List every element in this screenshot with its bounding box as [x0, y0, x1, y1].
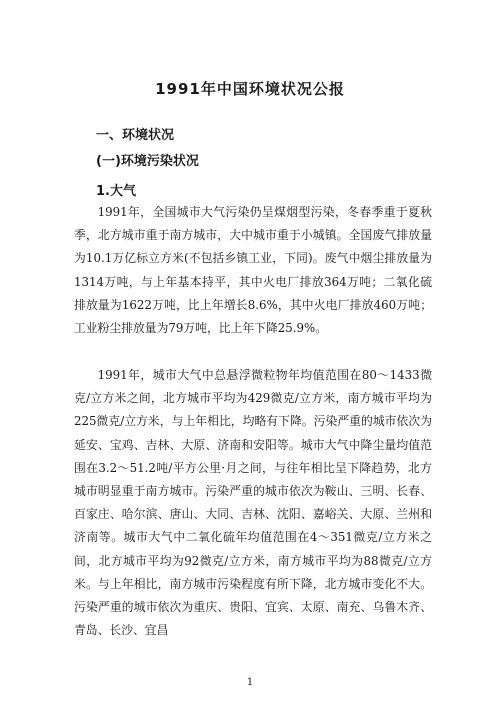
page-number: 1 — [246, 677, 254, 688]
topic-heading: 1.大气 — [96, 184, 136, 199]
document-title: 1991年中国环境状况公报 — [155, 80, 345, 98]
paragraph: 1991年，城市大气中总悬浮微粒物年均值范围在80～1433微克/立方米之间，北方城市平均为429微克/立方米，南方城市平均为225微克/立方米，与上年相比，均略有下降。污染严重的城市依次为延安、宝鸡、吉林、大原、济南和安阳等。城市大气中降尘量均值范围在3.2～51.2吨/平方公里·月之间，与往年相比呈下降趋势，北方城市明显重于南方城市。污染严重的城市依次为鞍山、三明、长春、百家庄、哈尔滨、唐山、大同、吉林、沈阳、嘉峪关、大原、兰州和济南等。城市大气中二氧化硫年均值范围在4～351微克/立方米之间，北方城市平均为92微克/立方米，南方城市平均为88微克/立方米。与上年相比，南方城市污染程度有所下降，北方城市变化不大。污染严重的城市依次为重庆、贵阳、宜宾、太原、南充、乌鲁木齐、青岛、长沙、宜昌 — [74, 368, 432, 638]
subsection-heading: (一)环境污染状况 — [96, 154, 199, 169]
paragraph: 1991年，全国城市大气污染仍呈煤烟型污染，冬春季重于夏秋季，北方城市重于南方城市，大中城市重于小城镇。全国废气排放量为10.1万亿标立方米(不包括乡镇工业，下同)。废气中烟尘排放量为1314万吨，与上年基本持平，其中火电厂排放364万吨；二氧化硫排放量为1622万吨，比上年增长8.6%，其中火电厂排放460万吨；工业粉尘排放量为79万吨，比上年下降25.9%。 — [74, 205, 432, 336]
section-heading: 一、环境状况 — [96, 128, 175, 143]
